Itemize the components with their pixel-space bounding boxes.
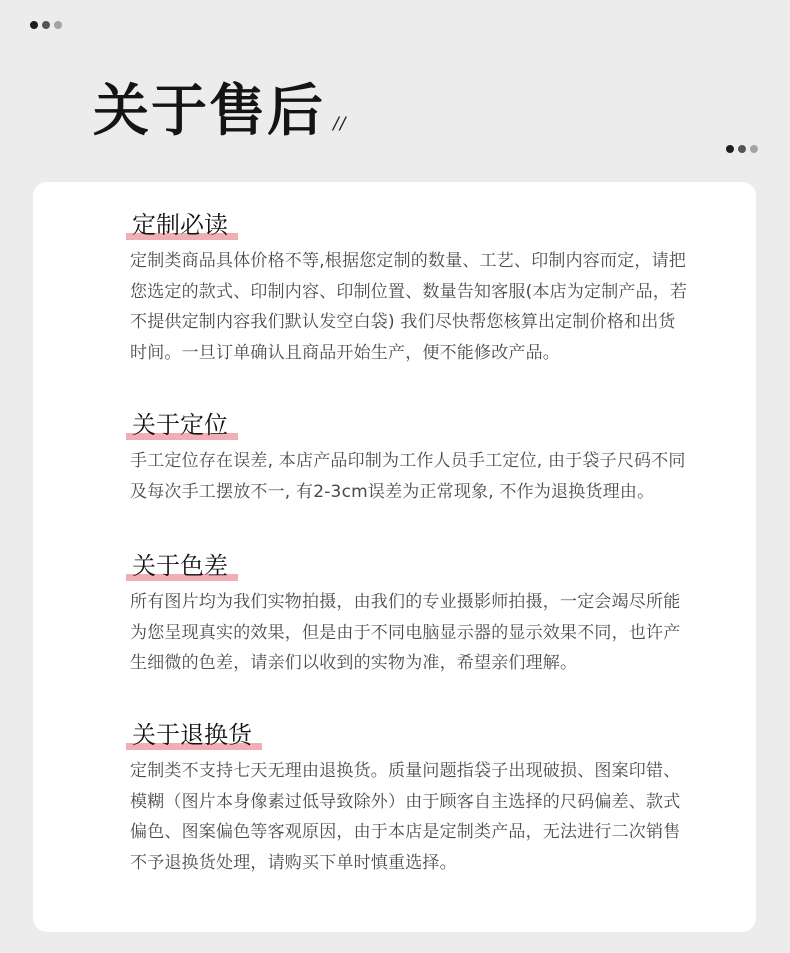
section-heading-text: 关于色差	[132, 552, 228, 580]
section-heading	[130, 718, 256, 752]
section-body: 手工定位存在误差, 本店产品印制为工作人员手工定位, 由于袋子尺码不同及每次手工摆放不一, 有2-3cm误差为正常现象, 不作为退换货理由。	[130, 451, 686, 502]
section-body: 所有图片均为我们实物拍摄，由我们的专业摄影师拍摄，一定会竭尽所能为您呈现真实的效果，但是由于不同电脑显示器的显示效果不同，也许产生细微的色差，请亲们以收到的实物为准，希望亲们理解。	[130, 592, 681, 673]
section-color-difference	[130, 549, 690, 679]
section-returns	[130, 718, 690, 878]
title-slash-decoration: //	[333, 114, 347, 134]
dot	[42, 21, 50, 29]
dot	[738, 145, 746, 153]
section-heading-text: 关于定位	[132, 411, 228, 439]
section-body: 定制类商品具体价格不等,根据您定制的数量、工艺、印制内容而定，请把您选定的款式、印制内容、印制位置、数量告知客服(本店为定制产品，若不提供定制内容我们默认发空白袋) 我们尽快帮您核算出定制价格和出货时间。一旦订单确认且商品开始生产，便不能修改产品。	[130, 251, 688, 363]
dot	[750, 145, 758, 153]
dot	[30, 21, 38, 29]
decorative-dots-top	[30, 21, 62, 29]
page-title: 关于售后	[93, 79, 325, 144]
section-positioning	[130, 408, 690, 507]
dot	[54, 21, 62, 29]
dot	[726, 145, 734, 153]
section-heading	[130, 408, 232, 442]
decorative-dots-right	[726, 145, 758, 153]
section-heading-text: 定制必读	[132, 211, 228, 239]
section-heading	[130, 208, 232, 242]
section-custom-notice	[130, 208, 690, 368]
section-body: 定制类不支持七天无理由退换货。质量问题指袋子出现破损、图案印错、模糊（图片本身像素过低导致除外）由于顾客自主选择的尺码偏差、款式偏色、图案偏色等客观原因，由于本店是定制类产品，无法进行二次销售不予退换货处理，请购买下单时慎重选择。	[130, 761, 681, 873]
content-card	[33, 182, 756, 932]
section-heading-text: 关于退换货	[132, 721, 252, 749]
section-heading	[130, 549, 232, 583]
